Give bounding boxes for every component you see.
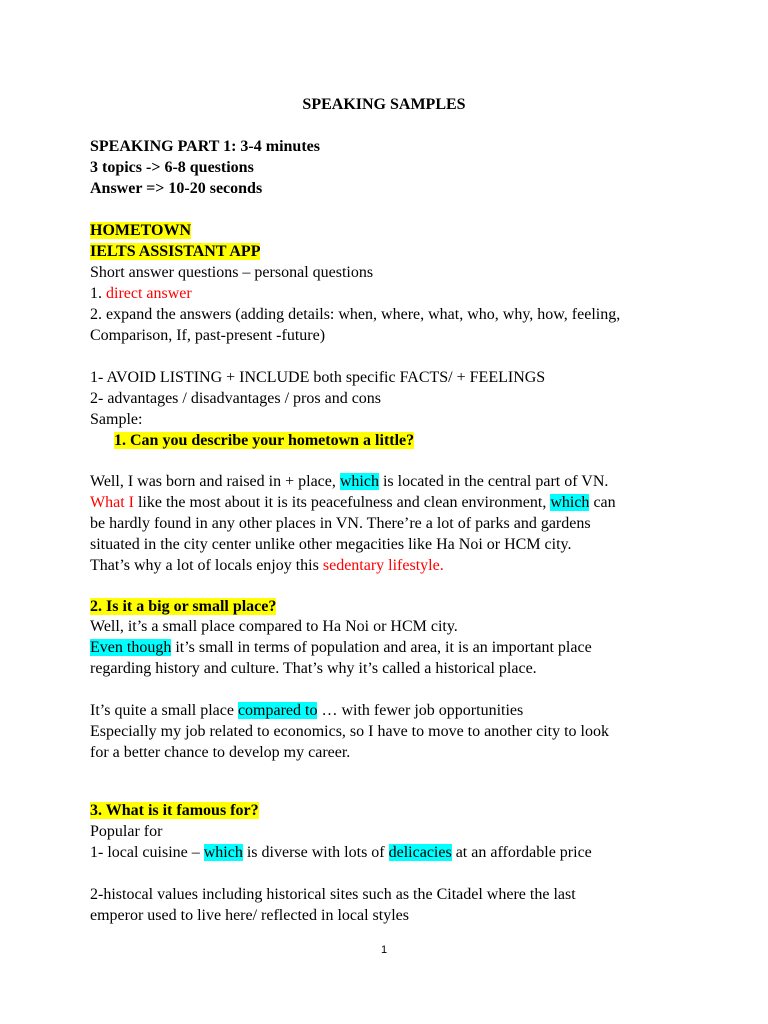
q1-l2-rest: can: [589, 494, 616, 511]
q3-l2-text: 1- local cuisine –: [90, 844, 204, 861]
intro-duration: SPEAKING PART 1: 3-4 minutes: [90, 138, 320, 155]
q3-l2-highlight-delicacies: delicacies: [388, 844, 452, 861]
q3-l2-highlight-which: which: [203, 844, 243, 861]
q1-l5-red: sedentary lifestyle.: [322, 557, 444, 574]
q2-question: 2. Is it a big or small place?: [90, 598, 277, 615]
q1-l1-text: Well, I was born and raised in + place,: [90, 473, 340, 490]
q3-l2-rest: at an affordable price: [451, 844, 592, 861]
topic-heading: [90, 220, 191, 241]
guide-tip1: 1- AVOID LISTING + INCLUDE both specific FACTS/ + FEELINGS: [90, 369, 546, 386]
topic-app: IELTS ASSISTANT APP: [90, 243, 261, 260]
q2-answer-line5: Especially my job related to economics, so I have to move to another city to look: [90, 723, 609, 740]
guide-sample-label: Sample:: [90, 411, 143, 428]
guide-step1-text: direct answer: [106, 285, 192, 302]
q2-l4-text: It’s quite a small place: [90, 702, 238, 719]
guide-tip2: 2- advantages / disadvantages / pros and cons: [90, 390, 382, 407]
q1-l1-highlight: which: [339, 473, 379, 490]
app-heading: [90, 241, 260, 262]
q1-answer-line3: be hardly found in any other places in VN. There’re a lot of parks and gardens: [90, 515, 591, 532]
q3-answer-line1: Popular for: [90, 823, 163, 840]
q3-answer-line4: emperor used to live here/ reflected in local styles: [90, 907, 409, 924]
q1-answer-line5: [90, 555, 444, 576]
q1-heading: [114, 430, 414, 451]
q3-answer-line3: 2-histocal values including historical sites such as the Citadel where the last: [90, 886, 576, 903]
q1-l1-rest: is located in the central part of VN.: [378, 473, 609, 490]
q2-l4-rest: … with fewer job opportunities: [317, 702, 524, 719]
q3-question: 3. What is it famous for?: [90, 802, 259, 819]
guide-step1-num: 1.: [90, 285, 106, 302]
intro-answer-length: Answer => 10-20 seconds: [90, 180, 263, 197]
q3-heading: [90, 800, 259, 821]
q1-answer-line2: [90, 492, 616, 513]
q2-answer-line6: for a better chance to develop my career.: [90, 744, 351, 761]
q2-heading: [90, 596, 276, 617]
q1-l5-text: That’s why a lot of locals enjoy this: [90, 557, 323, 574]
q2-answer-line1: Well, it’s a small place compared to Ha Noi or HCM city.: [90, 618, 458, 635]
q1-l2-red: What I: [90, 494, 134, 511]
document-title: SPEAKING SAMPLES: [302, 96, 466, 113]
q3-l2-mid: is diverse with lots of: [242, 844, 389, 861]
q2-answer-line3: regarding history and culture. That’s why it’s called a historical place.: [90, 660, 537, 677]
q1-l2-text: like the most about it is its peacefulness and clean environment,: [133, 494, 551, 511]
q2-l2-highlight: Even though: [90, 639, 172, 656]
q2-l4-highlight: compared to: [237, 702, 318, 719]
guide-step2-line2: Comparison, If, past-present -future): [90, 327, 326, 344]
q1-l2-highlight: which: [550, 494, 590, 511]
guide-step2-line1: 2. expand the answers (adding details: when, where, what, who, why, how, feeling,: [90, 306, 621, 323]
q2-answer-line2: [90, 637, 592, 658]
q3-answer-line2: [90, 842, 592, 863]
q1-question: 1. Can you describe your hometown a little?: [114, 432, 415, 449]
topic-hometown: HOMETOWN: [90, 222, 192, 239]
guide-short-answer: Short answer questions – personal questions: [90, 264, 374, 281]
guide-step1: [90, 283, 192, 304]
q2-l2-text: it’s small in terms of population and area, it is an important place: [171, 639, 592, 656]
intro-topics: 3 topics -> 6-8 questions: [90, 159, 254, 176]
page-number: 1: [380, 944, 388, 956]
q1-answer-line4: situated in the city center unlike other megacities like Ha Noi or HCM city.: [90, 536, 572, 553]
q1-answer-line1: [90, 471, 608, 492]
q2-answer-line4: [90, 700, 523, 721]
